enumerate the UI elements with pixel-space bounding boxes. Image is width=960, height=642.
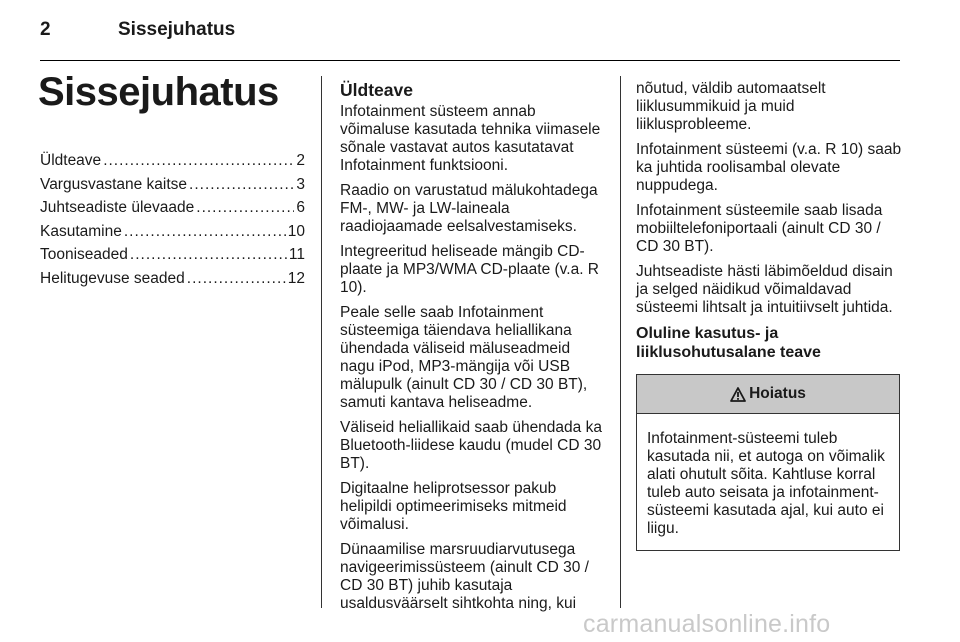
subsection-heading bbox=[636, 324, 902, 362]
toc-entry-label: Kasutamine bbox=[40, 222, 122, 240]
paragraph: nõutud, väldib automaatselt liiklusummikuid ja muid liiklusprobleeme. bbox=[636, 80, 826, 133]
toc-entry-tooniseaded[interactable] bbox=[40, 246, 305, 270]
paragraph: Infotainment süsteemile saab lisada mobiiltelefoniportaali (ainult CD 30 / CD 30 BT). bbox=[636, 202, 883, 255]
toc-entry-juhtseadiste-ulevaade[interactable] bbox=[40, 199, 305, 223]
chapter-title: Sissejuhatus bbox=[38, 70, 279, 114]
toc-dot-leader bbox=[130, 246, 287, 264]
warning-title: Hoiatus bbox=[749, 385, 806, 402]
toc-dot-leader bbox=[103, 152, 294, 170]
paragraph: Dünaamilise marsruudiarvutusega navigeerimissüsteem (ainult CD 30 / CD 30 BT) juhib kasutaja usaldusväärselt sihtkohta ning, kui bbox=[340, 541, 589, 612]
paragraph: Integreeritud heliseade mängib CD-plaate ja MP3/WMA CD-plaate (v.a. R 10). bbox=[340, 243, 599, 296]
toc-dot-leader bbox=[187, 270, 286, 288]
toc-entry-uldteave[interactable] bbox=[40, 152, 305, 176]
paragraph: Digitaalne heliprotsessor pakub helipildi optimeerimiseks mitmeid võimalusi. bbox=[340, 480, 567, 533]
toc-entry-helitugevuse-seaded[interactable] bbox=[40, 270, 305, 294]
section-heading: Üldteave bbox=[340, 80, 413, 100]
toc-entry-label: Helitugevuse seaded bbox=[40, 269, 185, 287]
toc-entry-page: 2 bbox=[296, 152, 305, 169]
toc-entry-page: 3 bbox=[296, 175, 305, 193]
paragraph: Väliseid heliallikaid saab ühendada ka Bluetooth-liidese kaudu (mudel CD 30 BT). bbox=[340, 419, 602, 472]
toc-entry-label: Vargusvastane kaitse bbox=[40, 175, 188, 193]
toc-entry-vargusvastane-kaitse[interactable] bbox=[40, 176, 305, 200]
warning-triangle-icon bbox=[730, 387, 746, 402]
column-right bbox=[636, 80, 902, 551]
toc-entry-label: Juhtseadiste ülevaade bbox=[40, 199, 195, 217]
column-divider bbox=[321, 76, 322, 608]
table-of-contents bbox=[40, 152, 305, 294]
section-title: Sissejuhatus bbox=[118, 19, 236, 40]
subsection-heading-line1: Oluline kasutus- ja bbox=[636, 325, 779, 342]
toc-dot-leader bbox=[196, 199, 294, 217]
page-number: 2 bbox=[40, 19, 51, 40]
paragraph: Juhtseadiste hästi läbimõeldud disain ja selged näidikud võimaldavad süsteemi lihtsalt ja intuitiivselt juhtida. bbox=[636, 263, 893, 316]
toc-entry-page: 10 bbox=[287, 222, 305, 240]
toc-entry-label: Üldteave bbox=[40, 152, 102, 169]
column-divider bbox=[620, 76, 621, 608]
toc-entry-page: 6 bbox=[296, 199, 305, 217]
toc-entry-page: 11 bbox=[288, 246, 305, 264]
paragraph: Peale selle saab Infotainment süsteemiga täiendava heliallikana ühendada väliseid mäluseadmeid nagu iPod, MP3-mängija või USB mälupulk (ainult CD 30 / CD 30 BT), samuti kantava heliseadme. bbox=[340, 304, 588, 411]
toc-entry-page: 12 bbox=[287, 269, 305, 287]
watermark: carmanualsonline.info bbox=[583, 610, 831, 638]
column-middle bbox=[340, 80, 606, 620]
warning-header bbox=[637, 375, 899, 414]
paragraph: Raadio on varustatud mälukohtadega FM-, MW- ja LW-laineala raadiojaamade eelsalvestamiseks. bbox=[340, 182, 598, 235]
toc-dot-leader bbox=[124, 223, 286, 241]
toc-entry-kasutamine[interactable] bbox=[40, 223, 305, 247]
paragraph: Infotainment süsteem annab võimaluse kasutada tehnika viimasele sõnale vastavat autos kasutatavat Infotainment funktsiooni. bbox=[340, 103, 601, 174]
warning-box bbox=[636, 374, 900, 551]
subsection-heading-line2: liiklusohutusalane teave bbox=[636, 344, 821, 361]
paragraph: Infotainment süsteemi (v.a. R 10) saab ka juhtida roolisambal olevate nuppudega. bbox=[636, 141, 902, 194]
toc-entry-label: Tooniseaded bbox=[40, 246, 128, 264]
warning-text: Infotainment-süsteemi tuleb kasutada nii, et autoga on võimalik alati ohutult sõita. Kahtluse korral tuleb auto seisata ja infotainment-süsteemi kasutada ajal, kui auto ei liigu. bbox=[647, 430, 885, 537]
header-divider bbox=[40, 60, 900, 61]
toc-dot-leader bbox=[189, 176, 294, 194]
